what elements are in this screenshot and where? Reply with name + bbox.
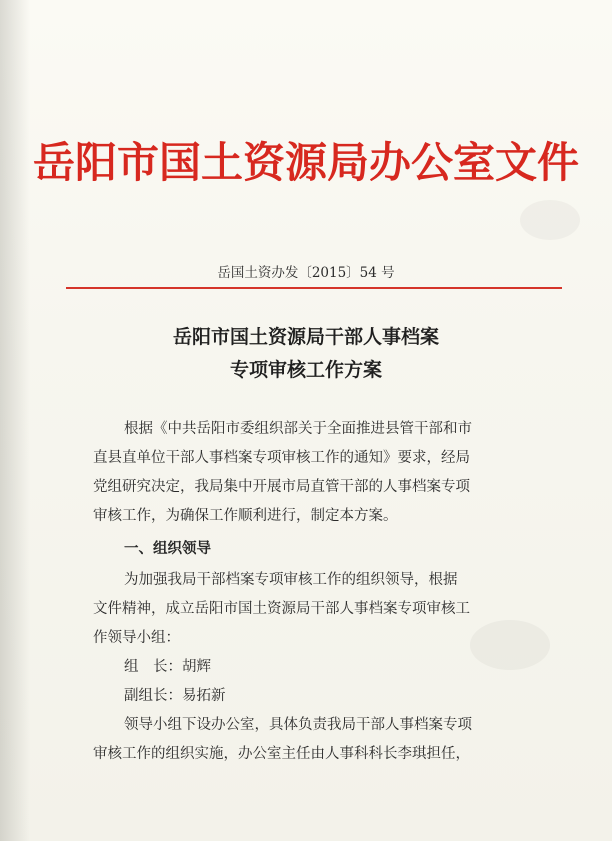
document-number: 岳国土资办发〔2015〕54 号 (217, 265, 395, 281)
office-line-2: 审核工作的组织实施，办公室主任由人事科科长李琪担任， (93, 746, 470, 762)
section-1-line-1: 为加强我局干部档案专项审核工作的组织领导，根据 (124, 572, 458, 588)
section-1-line-3: 作领导小组： (93, 630, 180, 646)
intro-line-2: 直县直单位干部人事档案专项审核工作的通知》要求，经局 (93, 450, 470, 466)
scan-smudge (470, 620, 550, 670)
scan-shadow-edge (0, 0, 30, 841)
intro-line-4: 审核工作，为确保工作顺利进行，制定本方案。 (93, 508, 398, 524)
group-leader: 组 长：胡辉 (124, 659, 211, 675)
document-title-line-2: 专项审核工作方案 (229, 359, 382, 381)
masthead-title: 岳阳市国土资源局办公室文件 (32, 138, 579, 187)
red-divider-line (66, 287, 562, 289)
office-line-1: 领导小组下设办公室，具体负责我局干部人事档案专项 (124, 717, 472, 733)
section-1-line-2: 文件精神，成立岳阳市国土资源局干部人事档案专项审核工 (93, 601, 470, 617)
scan-smudge (520, 200, 580, 240)
intro-line-3: 党组研究决定，我局集中开展市局直管干部的人事档案专项 (93, 479, 470, 495)
intro-line-1: 根据《中共岳阳市委组织部关于全面推进县管干部和市 (124, 421, 472, 437)
section-1-heading: 一、组织领导 (124, 541, 211, 557)
document-title-line-1: 岳阳市国土资源局干部人事档案 (172, 326, 439, 348)
deputy-leader: 副组长：易拓新 (124, 688, 226, 704)
